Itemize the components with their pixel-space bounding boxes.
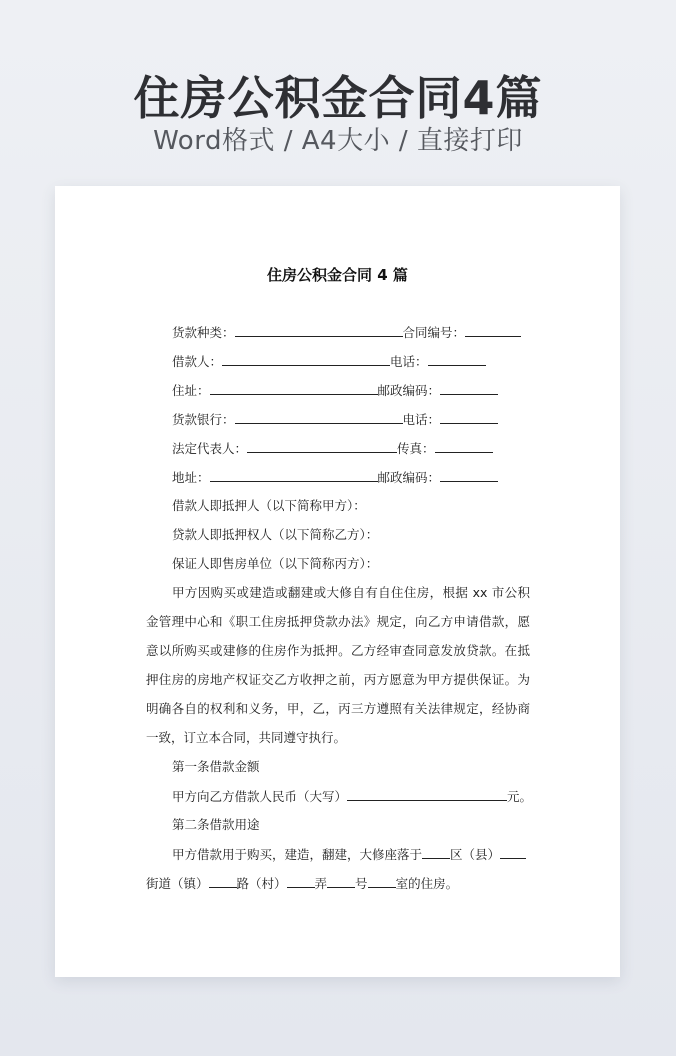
address2-label: 地址： (172, 470, 210, 485)
road-blank[interactable] (209, 875, 237, 888)
page-title: 住房公积金合同4篇 (133, 71, 543, 125)
body-line-4: 押住房的房地产权证交乙方收押之前，丙方愿意为甲方提供保证。为 (146, 672, 530, 687)
loan-bank-blank[interactable] (235, 411, 403, 424)
fax-blank[interactable] (435, 440, 493, 453)
number-label: 号 (355, 876, 368, 891)
page-subtitle: Word格式 / A4大小 / 直接打印 (153, 126, 523, 156)
borrower-label: 借款人： (172, 354, 223, 369)
loan-bank-label: 货款银行： (172, 412, 235, 427)
article2-heading: 第二条借款用途 (172, 817, 260, 832)
district-trail-blank[interactable] (500, 846, 526, 859)
article2-line-1 (172, 846, 526, 863)
article2-line-2 (146, 875, 458, 892)
field-row-legal-rep (172, 440, 493, 457)
document-title: 住房公积金合同 4 篇 (267, 266, 408, 284)
article1-text (172, 788, 532, 805)
contract-no-label: 合同编号： (402, 325, 466, 340)
field-row-loan-type (172, 324, 521, 341)
article1-heading: 第一条借款金额 (172, 759, 260, 774)
room-suffix: 室的住房。 (395, 876, 459, 891)
field-row-address1 (172, 382, 498, 399)
body-line-6: 一致，订立本合同，共同遵守执行。 (146, 730, 347, 745)
article1-prefix: 甲方向乙方借款人民币（大写） (172, 789, 348, 804)
body-line-5: 明确各自的权利和义务，甲，乙，丙三方遵照有关法律规定，经协商 (146, 701, 530, 716)
article2-prefix: 甲方借款用于购买，建造，翻建，大修座落于 (172, 847, 423, 862)
document-page (55, 186, 620, 977)
borrower-blank[interactable] (222, 353, 390, 366)
road-label: 路（村） (236, 876, 287, 891)
party-c-line: 保证人即售房单位（以下简称丙方）： (172, 556, 379, 571)
fax-label: 传真： (397, 441, 435, 456)
field-row-loan-bank (172, 411, 498, 428)
phone2-label: 电话： (402, 412, 441, 427)
contract-no-blank[interactable] (465, 324, 521, 337)
loan-type-blank[interactable] (235, 324, 403, 337)
party-a-line: 借款人即抵押人（以下简称甲方）： (172, 498, 366, 513)
number-blank[interactable] (327, 875, 355, 888)
district-blank[interactable] (422, 846, 450, 859)
body-line-3: 意以所购买或建修的住房作为抵押。乙方经审查同意发放贷款。在抵 (146, 643, 530, 658)
address1-blank[interactable] (210, 382, 378, 395)
article1-suffix: 元。 (507, 789, 533, 804)
postcode2-label: 邮政编码： (377, 470, 441, 485)
postcode1-label: 邮政编码： (377, 383, 441, 398)
lane-blank[interactable] (287, 875, 315, 888)
phone1-label: 电话： (390, 354, 428, 369)
district-label: 区（县） (450, 847, 501, 862)
room-blank[interactable] (368, 875, 396, 888)
legal-rep-label: 法定代表人： (172, 441, 248, 456)
phone2-blank[interactable] (440, 411, 498, 424)
field-row-address2 (172, 469, 498, 486)
postcode1-blank[interactable] (440, 382, 498, 395)
address1-label: 住址： (172, 383, 210, 398)
phone1-blank[interactable] (428, 353, 486, 366)
legal-rep-blank[interactable] (247, 440, 397, 453)
body-line-1: 甲方因购买或建造或翻建或大修自有自住住房，根据 xx 市公积 (172, 585, 530, 600)
street-label: 街道（镇） (146, 876, 209, 891)
loan-type-label: 货款种类： (172, 325, 235, 340)
loan-amount-blank[interactable] (347, 788, 507, 801)
lane-label: 弄 (314, 876, 328, 891)
field-row-borrower (172, 353, 486, 370)
party-b-line: 贷款人即抵押权人（以下简称乙方）： (172, 527, 379, 542)
address2-blank[interactable] (210, 469, 378, 482)
body-line-2: 金管理中心和《职工住房抵押贷款办法》规定，向乙方申请借款，愿 (146, 614, 530, 629)
postcode2-blank[interactable] (440, 469, 498, 482)
